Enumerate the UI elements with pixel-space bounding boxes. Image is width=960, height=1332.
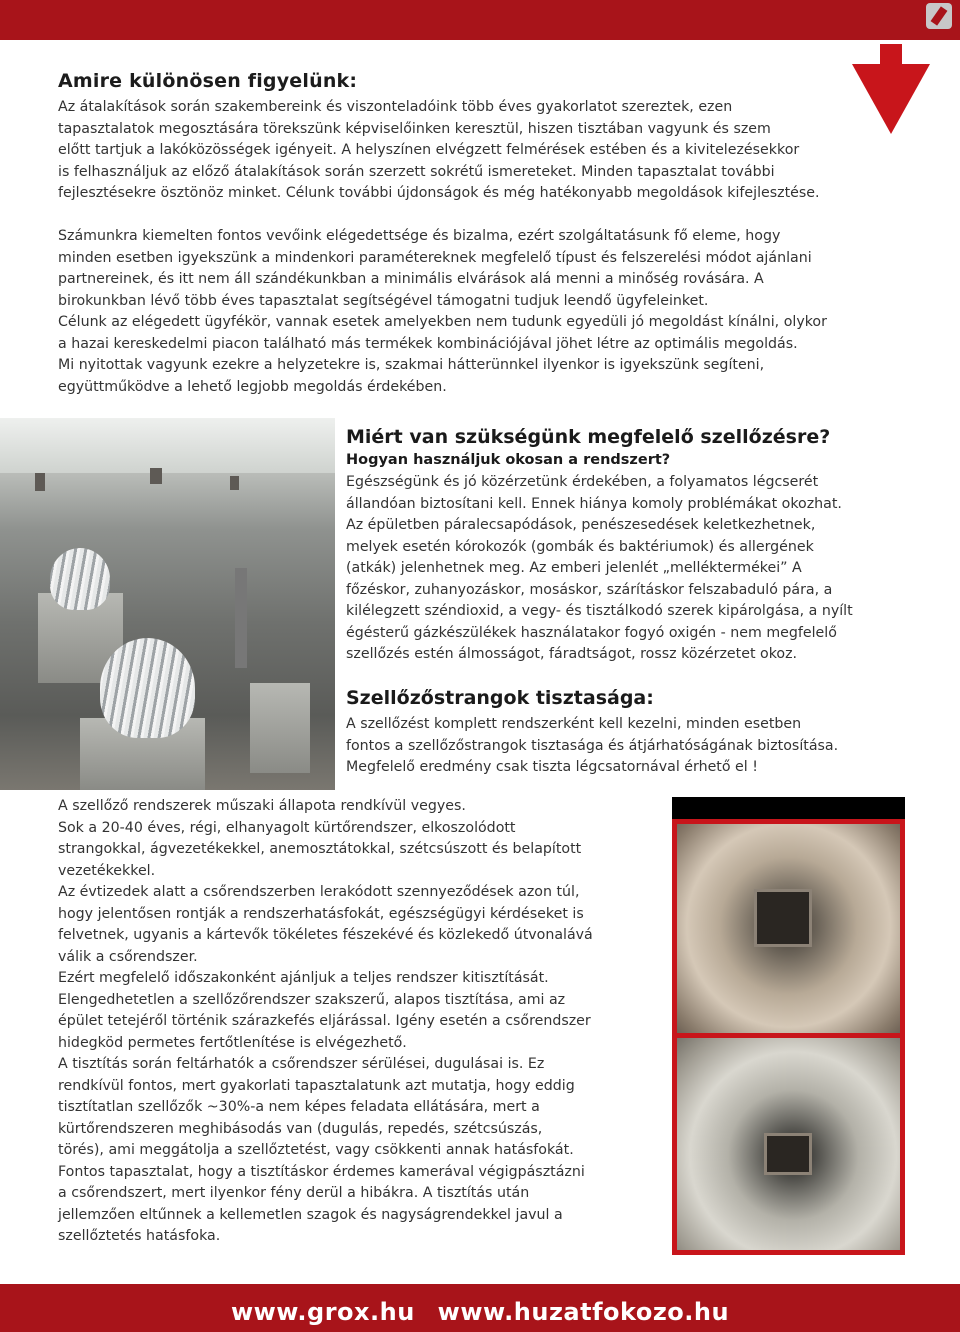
- top-divider: [0, 40, 960, 44]
- footer-links: [0, 1298, 960, 1326]
- roof-ventilators-photo: [0, 418, 335, 790]
- top-band: [0, 0, 960, 40]
- photo-label-before: tisztítás előtt strang eldugult becsatlakozóval: [910, 880, 935, 1032]
- why-paragraph: Egészségünk és jó közérzetünk érdekében, a folyamatos légcserét állandóan biztosítani kell. Ennek hiánya komoly problémákat okozhat. Az épületben páralecsapódások, penészesedések keletkezhetnek, melyek esetén kórokozók (gombák és baktériumok) és allergének (atkák) jelenhetnek meg. Az emberi jelenlét „melléktermékei” A főzéskor, zuhanyozáskor, mosáskor, szárításkor felszabaduló pára, a kilélegzett széndioxid, a vegy- és tisztálkodó szerek kipárolgása, a nyílt égésterű gázkészülékek használatakor fogyó oxigén - nem megfelelő szellőzés estén álmosságot, fáradtságot, rossz közérzetet okoz.: [346, 474, 853, 662]
- section-subtitle-how: Hogyan használjuk okosan a rendszert?: [346, 452, 671, 468]
- intro-paragraph: Az átalakítások során szakembereink és viszonteladóink több éves gyakorlatot szereztek, ezen tapasztalatok megosztására törekszünk képviselőinken keresztül, hiszen tisztában vagyunk és szem előtt tartjuk a lakóközösségek igényeit. A helyszínen elvégzett felmérések estében és a kivitelezésekkor is felhasználjuk az előző átalakítások során szerzett sokrétű ismereteket. Minden tapasztalat további fejlesztésekre ösztönöz minket. Célunk további újdonságok és még hatékonyabb megoldások kifejlesztése.: [58, 99, 820, 201]
- duct-photo-before: [672, 819, 905, 1041]
- roof-chimney: [35, 473, 45, 491]
- section-title-attention: Amire különösen figyelünk:: [58, 70, 358, 92]
- turbine-ventilator: [100, 638, 195, 738]
- roof-pipe: [235, 568, 247, 668]
- turbine-ventilator: [50, 548, 110, 610]
- footer-link-grox[interactable]: www.grox.hu: [230, 1298, 415, 1326]
- vent-base: [250, 683, 310, 773]
- section-title-why: Miért van szükségünk megfelelő szellőzésre?: [346, 426, 831, 448]
- section-title-cleanliness: Szellőzőstrangok tisztasága:: [346, 687, 654, 709]
- photo-frame: [672, 1033, 905, 1255]
- corner-logo-icon: [926, 3, 952, 29]
- roof-chimney: [230, 476, 239, 490]
- photo-sky: [0, 418, 335, 473]
- down-arrow-icon: [880, 44, 902, 66]
- customer-paragraph: Számunkra kiemelten fontos vevőink elégedettsége és bizalma, ezért szolgáltatásunk fő eleme, hogy minden esetben igyekszünk a mindenkori paramétereknek megfelelő típust és felszerelési módot ajánlani partnereinek, és itt nem áll szándékunkban a minimális elvárások alá menni a minőség rovására. A birokunkban lévő több éves tapasztalat segítségével támogatni tudjuk leendő ügyfeleinket. Célunk az elégedett ügyfékör, vannak esetek amelyekben nem tudunk egyedüli jó megoldást kínálni, olykor a hazai kereskedelmi piacon található más termékek kombinációjával jöhet létre az optimális megoldás. Mi nyitottak vagyunk ezekre a helyzetekre is, szakmai hátterünnkel ilyenkor is igyekszünk segíteni, együttműködve a lehető legjobb megoldás érdekében.: [58, 228, 827, 395]
- photo-frame: [672, 819, 905, 1041]
- technical-state-paragraph: A szellőző rendszerek műszaki állapota rendkívül vegyes. Sok a 20-40 éves, régi, elhanyagolt kürtőrendszer, elkoszolódott strangokkal, ágvezetékekkel, anemosztátokkal, szétcsúszott és belapított vezetékekkel. Az évtizedek alatt a csőrendszerben lerakódott szennyeződések azon túl, hogy jelentősen rontják a rendszerhatásfokát, egészségügyi kérdéseket is felvetnek, ugyanis a kártevők tökéletes fészekévé és közlekedő útvonalává válik a csőrendszer. Ezért megfelelő időszakonként ajánljuk a teljes rendszer kitisztítását. Elengedhetetlen a szellőzőrendszer szakszerű, alapos tisztítása, ami az épület tetejéről történik szárazkefés eljárással. Igény esetén a csőrendszer hidegköd permetes fertőtlenítése is elvégezhető. A tisztítás során feltárhatók a csőrendszer sérülései, dugulásai is. Ez rendkívül fontos, mert gyakorlati tapasztalatunk azt mutatja, hogy eddig tisztítatlan szellőzők ~30%-a nem képes feladata ellátására, mert a kürtőrendszeren meghibásodás van (dugulás, repedés, szétcsúszás, törés), ami meggátolja a szellőztetést, vagy csökkenti annak hatásfokát. Fontos tapasztalat, hogy a tisztításkor érdemes kamerával végigpásztázni a csőrendszert, mert ilyenkor fény derül a hibákra. A tisztítás után jellemzően eltűnnek a kellemetlen szagok és nagyságrendekkel javul a szellőztetés hatásfoka.: [58, 798, 593, 1244]
- duct-photos-panel: [672, 797, 935, 1255]
- cleanliness-paragraph: A szellőzést komplett rendszerként kell kezelni, minden esetben fontos a szellőzőstrangok tisztasága és átjárhatóságának biztosítása. Megfelelő eredmény csak tiszta légcsatornával érhető el !: [346, 716, 839, 775]
- footer-link-huzatfokozo[interactable]: www.huzatfokozo.hu: [437, 1298, 730, 1326]
- duct-photo-after: [672, 1033, 905, 1255]
- photo-label-after: tiszta strang eldugult becsatlakozó: [910, 1053, 922, 1237]
- roof-chimney: [150, 468, 162, 484]
